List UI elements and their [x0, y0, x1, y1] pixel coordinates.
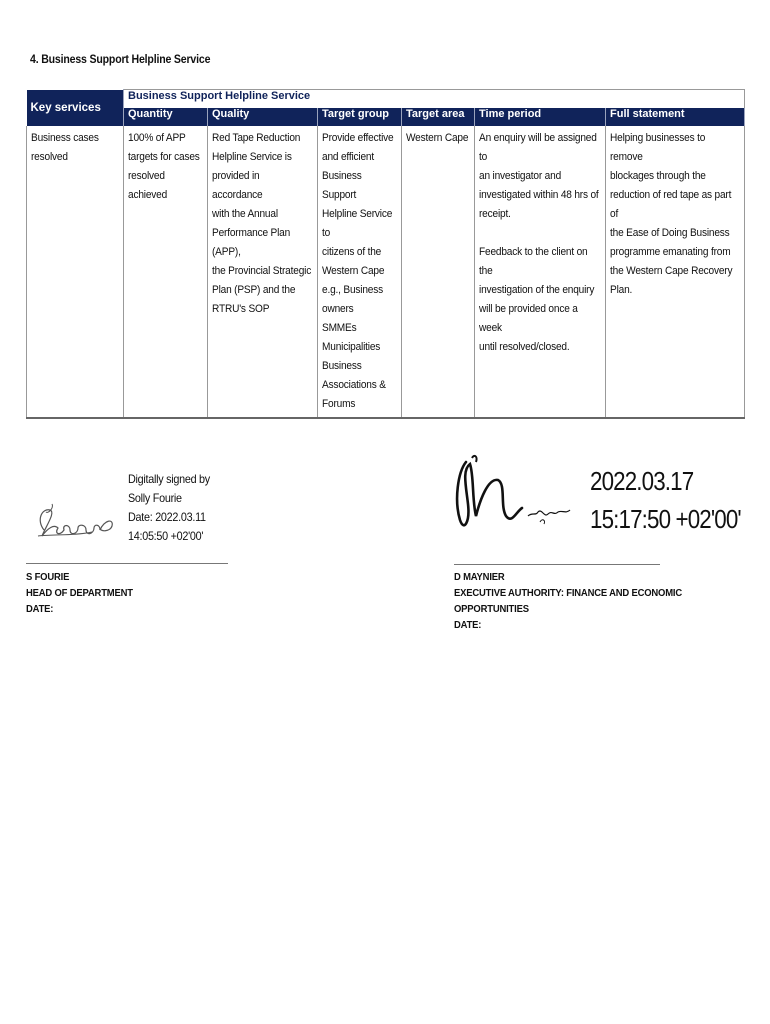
- time-period-cell: An enquiry will be assigned to an investigator and investigated within 48 hrs of receipt. Feedback to the client on the investigation of the enquiry will be provided once a week until resolved/closed.: [475, 126, 606, 418]
- right-signatory-details: [454, 569, 738, 633]
- signatory-title: EXECUTIVE AUTHORITY: FINANCE AND ECONOMIC OPPORTUNITIES: [454, 587, 683, 615]
- left-signatory-details: [26, 569, 133, 617]
- full-statement-cell: Helping businesses to remove blockages through the reduction of red tape as part of the Ease of Doing Business programme emanating from the Western Cape Recovery Plan.: [606, 126, 745, 418]
- service-standards-table: [26, 89, 745, 419]
- signatory-name: S FOURIE: [26, 571, 70, 583]
- quantity-cell: 100% of APP targets for cases resolved achieved: [124, 126, 208, 418]
- column-header-target-group: Target group: [318, 108, 402, 126]
- quality-cell: Red Tape Reduction Helpline Service is provided in accordance with the Annual Performance Plan (APP), the Provincial Strategic Plan (PSP) and the RTRU's SOP: [208, 126, 318, 418]
- key-service-cell: Business cases resolved: [27, 126, 124, 418]
- page-title: 4. Business Support Helpline Service: [30, 52, 211, 66]
- group-header: Business Support Helpline Service: [124, 90, 745, 109]
- column-header-full-statement: Full statement: [606, 108, 745, 126]
- digital-signature-text: Digitally signed by Solly Fourie Date: 2022.03.11 14:05:50 +02'00': [128, 472, 210, 543]
- table-row: [27, 126, 745, 418]
- stamp-time: 15:17:50 +02'00': [590, 504, 741, 534]
- digital-signature-stamp: [590, 462, 741, 538]
- column-header-quality: Quality: [208, 108, 318, 126]
- target-group-cell: Provide effective and efficient Business Support Helpline Service to citizens of the Western Cape e.g., Business owners SMMEs Municipalities Business Associations & Forums: [318, 126, 402, 418]
- service-table-container: [26, 89, 744, 414]
- date-label: DATE:: [26, 603, 54, 615]
- target-area-cell: Western Cape: [402, 126, 475, 418]
- handwritten-signature-maynier: [452, 450, 582, 540]
- key-services-header: Key services: [27, 90, 124, 127]
- handwritten-signature-fourie: [34, 490, 116, 546]
- date-label: DATE:: [454, 619, 482, 631]
- stamp-date: 2022.03.17: [590, 466, 694, 496]
- signature-line-left: [26, 563, 228, 564]
- column-header-time-period: Time period: [475, 108, 606, 126]
- column-header-target-area: Target area: [402, 108, 475, 126]
- signatory-title: HEAD OF DEPARTMENT: [26, 587, 133, 599]
- signature-line-right: [454, 564, 660, 565]
- signatory-name: D MAYNIER: [454, 571, 505, 583]
- column-header-quantity: Quantity: [124, 108, 208, 126]
